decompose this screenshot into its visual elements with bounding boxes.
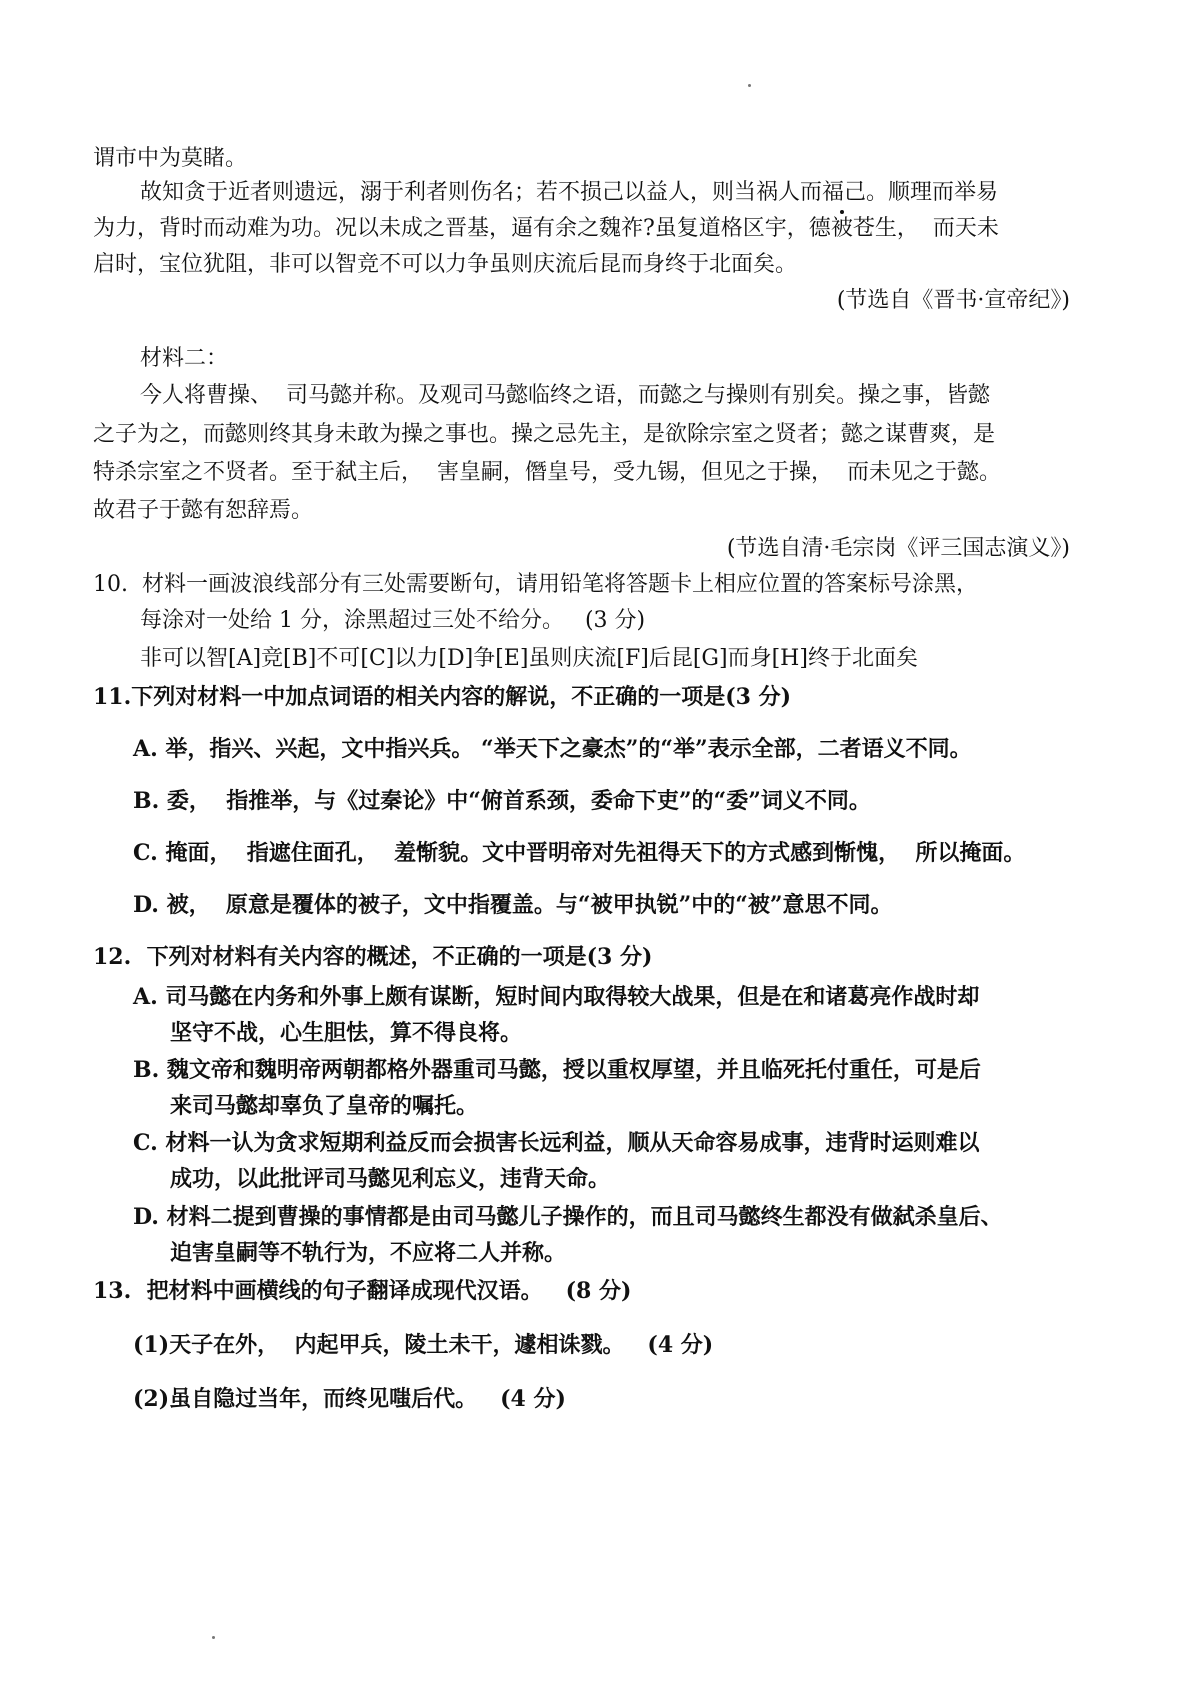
q13-sentence-2: (2)虽自隐过当年，而终见嗤后代。 (4 分) [133,1386,566,1412]
q12-option-a-line2: 坚守不战，心生胆怯，算不得良将。 [170,1020,523,1046]
material1-line0: 谓市中为莫睹。 [93,146,248,171]
emphasized-word: 被 [830,216,853,241]
scan-speck [748,84,751,87]
q10-line1: 10. 材料一画波浪线部分有三处需要断句，请用铅笔将答题卡上相应位置的答案标号涂黑， [93,572,978,597]
q11-option-c: C. 掩面， 指遮住面孔， 羞惭貌。文中晋明帝对先祖得天下的方式感到惭愧， 所以掩面。 [133,840,1026,866]
material1-line2 [93,214,999,244]
q11-option-d: D. 被， 原意是覆体的被子，文中指覆盖。与“被甲执锐”中的“被”意思不同。 [133,892,893,918]
q11-stem: 11.下列对材料一中加点词语的相关内容的解说，不正确的一项是(3 分) [93,684,792,710]
material2-line2: 之子为之，而懿则终其身未敢为操之事也。操之忌先主，是欲除宗室之贤者；懿之谋曹爽，是 [93,422,996,447]
q10-line2: 每涂对一处给 1 分，涂黑超过三处不给分。 (3 分) [140,608,646,633]
q10-options: 非可以智[A]竞[B]不可[C]以力[D]争[E]虽则庆流[F]后昆[G]而身[H]终于北面矣 [140,646,918,671]
material1-line1: 故知贪于近者则遗远，溺于利者则伤名；若不损己以益人，则当祸人而福己。顺理而举易 [140,180,999,205]
q13-stem: 13. 把材料中画横线的句子翻译成现代汉语。 (8 分) [93,1278,632,1304]
q12-option-c-line1: C. 材料一认为贪求短期利益反而会损害长远利益，顺从天命容易成事，违背时运则难以 [133,1130,980,1156]
material1-line2-part1: 为力，背时而动难为功。况以未成之晋基，逼有余之魏祚?虽复道格区宇，德 [93,216,831,241]
q11-option-a: A. 举，指兴、兴起，文中指兴兵。 “举天下之豪杰”的“举”表示全部，二者语义不同。 [133,736,972,762]
q12-option-b-line1: B. 魏文帝和魏明帝两朝都格外器重司马懿，授以重权厚望，并且临死托付重任，可是后 [133,1057,981,1083]
scan-speck [212,1636,215,1639]
q12-option-a-line1: A. 司马懿在内务和外事上颇有谋断，短时间内取得较大战果，但是在和诸葛亮作战时却 [133,984,980,1010]
q13-sentence-1: (1)天子在外， 内起甲兵，陵土未干，遽相诛戮。 (4 分) [133,1332,714,1358]
q12-option-b-line2: 来司马懿却辜负了皇帝的嘱托。 [170,1093,479,1119]
material1-line3: 启时，宝位犹阻，非可以智竞不可以力争虽则庆流后昆而身终于北面矣。 [93,252,798,277]
material1-line2-part2: 苍生， 而天未 [852,216,999,241]
q12-option-d-line1: D. 材料二提到曹操的事情都是由司马懿儿子操作的，而且司马懿终生都没有做弑杀皇后、 [133,1204,1003,1230]
material2-line3: 特杀宗室之不贤者。至于弑主后， 害皇嗣，僭皇号，受九锡，但见之于操， 而未见之于懿。 [93,460,1001,485]
q11-option-b: B. 委， 指推举，与《过秦论》中“俯首系颈，委命下吏”的“委”词义不同。 [133,788,871,814]
material2-heading: 材料二： [140,346,229,371]
material1-source: (节选自《晋书·宣帝纪》) [836,288,1070,313]
q12-option-d-line2: 迫害皇嗣等不轨行为，不应将二人并称。 [170,1240,567,1266]
q12-stem: 12. 下列对材料有关内容的概述，不正确的一项是(3 分) [93,944,653,970]
q12-option-c-line2: 成功，以此批评司马懿见利忘义，违背天命。 [170,1166,611,1192]
material2-source: (节选自清·毛宗岗《评三国志演义》) [726,536,1070,561]
material2-line1: 今人将曹操、 司马懿并称。及观司马懿临终之语，而懿之与操则有别矣。操之事，皆懿 [140,383,990,408]
material2-line4: 故君子于懿有恕辞焉。 [93,498,314,523]
